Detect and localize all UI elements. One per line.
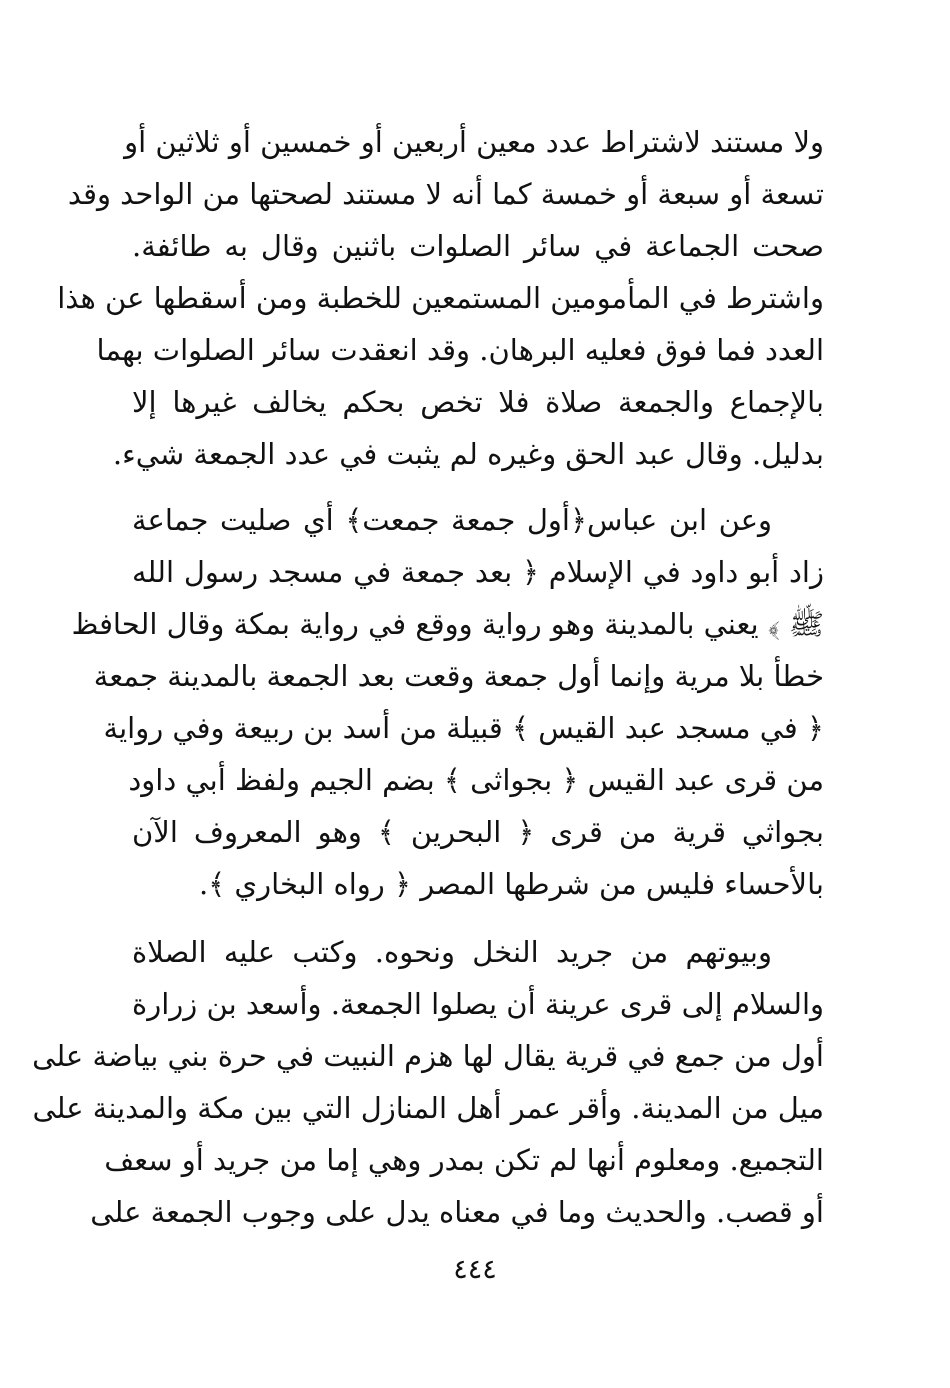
paragraph-line: من قرى عبد القيس ﴿ بجواثى ﴾ بضم الجيم ولفظ أبي داود [128,763,824,797]
paragraph-line: أو قصب. والحديث وما في معناه يدل على وجوب الجمعة على [90,1195,824,1229]
paragraph-line: بالإجماع والجمعة صلاة فلا تخص بحكم يخالف غيرها إلا [132,385,824,419]
paragraph-line: ﴿ في مسجد عبد القيس ﴾ قبيلة من أسد بن ربيعة وفي رواية [103,711,824,745]
paragraph-line: العدد فما فوق فعليه البرهان. وقد انعقدت سائر الصلوات بهما [96,333,824,367]
paragraph-line: صحت الجماعة في سائر الصلوات باثنين وقال به طائفة. [132,229,824,263]
paragraph-line: بالأحساء فليس من شرطها المصر ﴿ رواه البخاري ﴾. [198,867,824,901]
paragraph-line: بجواثي قرية من قرى ﴿ البحرين ﴾ وهو المعروف الآن [132,815,824,849]
paragraph-line: تسعة أو سبعة أو خمسة كما أنه لا مستند لصحتها من الواحد وقد [67,177,824,211]
paragraph-line: وبيوتهم من جريد النخل ونحوه. وكتب عليه الصلاة [132,935,772,969]
paragraph-line: بدليل. وقال عبد الحق وغيره لم يثبت في عدد الجمعة شيء. [112,437,824,471]
paragraph-line: ولا مستند لاشتراط عدد معين أربعين أو خمسين أو ثلاثين أو [124,125,824,159]
paragraph-line: والسلام إلى قرى عرينة أن يصلوا الجمعة. وأسعد بن زرارة [132,987,824,1021]
paragraph-line: خطأ بلا مرية وإنما أول جمعة وقعت بعد الجمعة بالمدينة جمعة [93,659,824,693]
page-number: ٤٤٤ [453,1254,497,1285]
paragraph-line: ميل من المدينة. وأقر عمر أهل المنازل التي بين مكة والمدينة على [32,1091,824,1125]
paragraph-line: أول من جمع في قرية يقال لها هزم النبيت في حرة بني بياضة على [32,1039,824,1073]
paragraph-line: ﷺ ﴾ يعني بالمدينة وهو رواية ووقع في رواية بمكة وقال الحافظ [71,607,824,641]
paragraph-line: زاد أبو داود في الإسلام ﴿ بعد جمعة في مسجد رسول الله [132,555,824,589]
paragraph-line: واشترط في المأمومين المستمعين للخطبة ومن أسقطها عن هذا [57,281,824,315]
paragraph-line: التجميع. ومعلوم أنها لم تكن بمدر وهي إما من جريد أو سعف [104,1143,824,1177]
paragraph-line: وعن ابن عباس﴿أول جمعة جمعت﴾ أي صليت جماعة [132,503,772,537]
